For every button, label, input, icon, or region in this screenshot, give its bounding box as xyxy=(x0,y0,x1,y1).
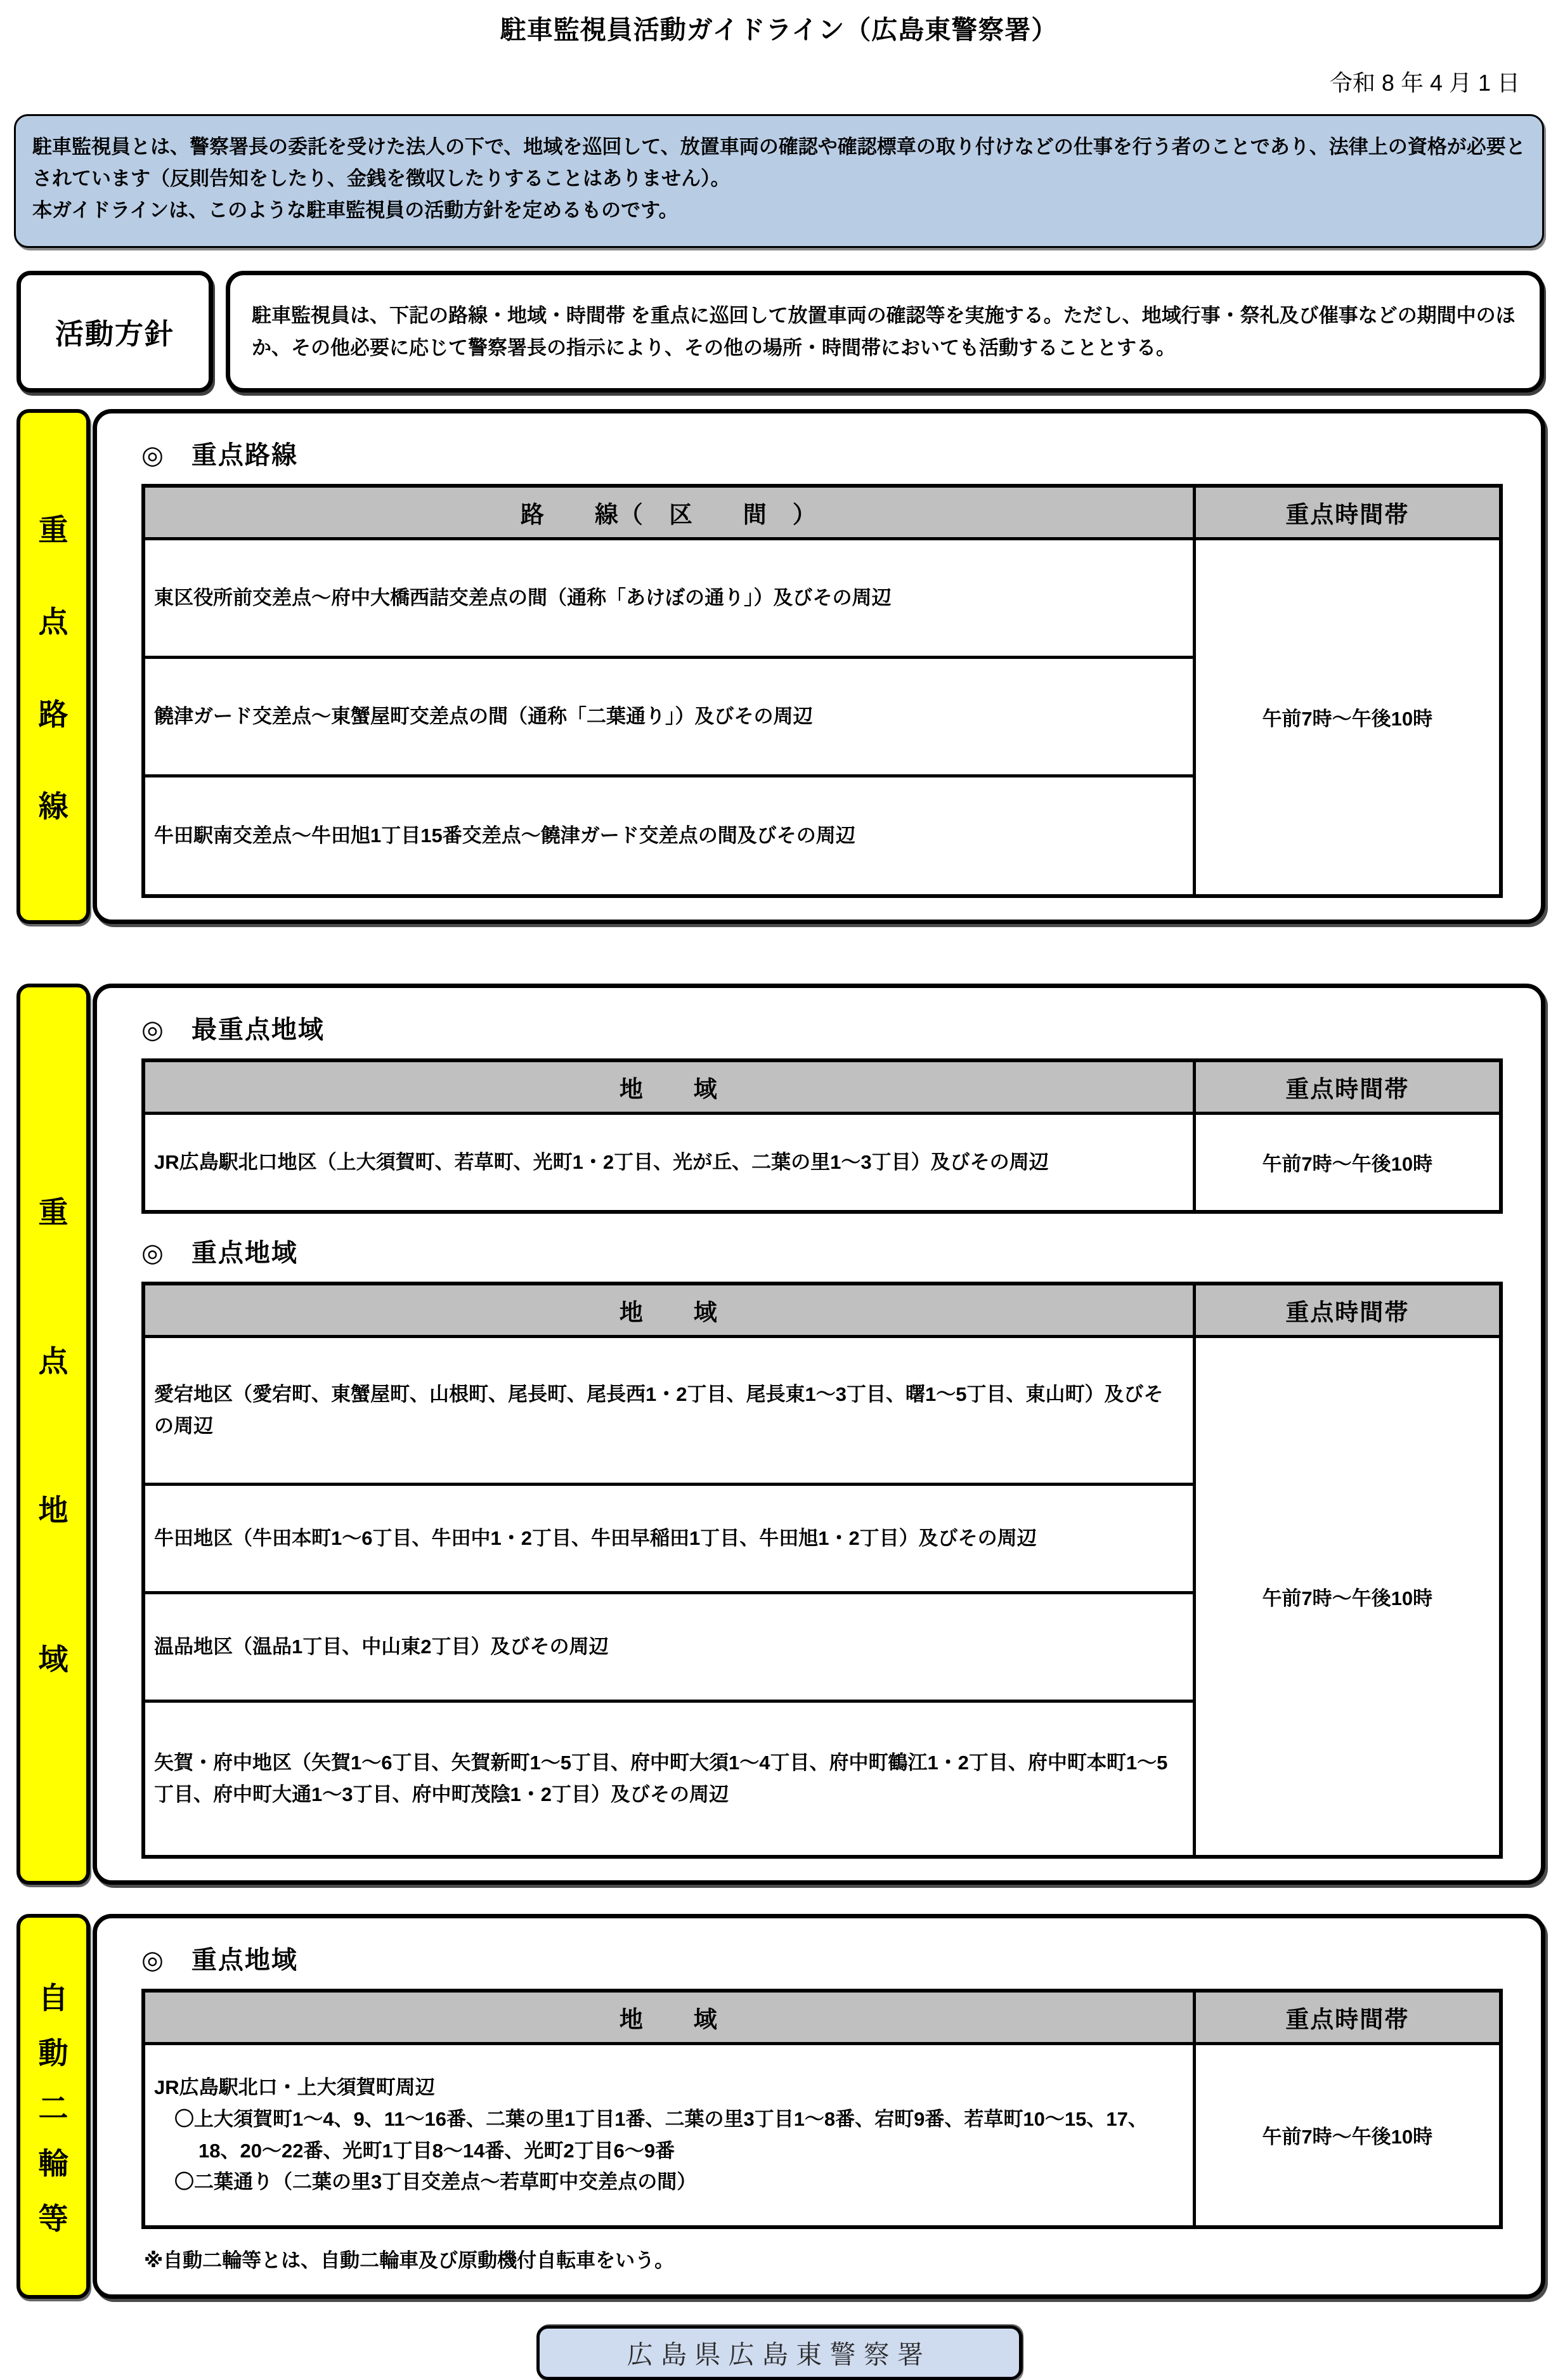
table-row xyxy=(143,2043,1501,2227)
policy-row xyxy=(16,271,1544,393)
table-header-row xyxy=(143,486,1501,539)
column-header-time: 重点時間帯 xyxy=(1194,1060,1501,1114)
section-tab-priority-areas xyxy=(16,984,90,1885)
column-header-time: 重点時間帯 xyxy=(1194,1991,1501,2044)
priority-area-table xyxy=(141,1282,1503,1859)
column-header-area: 地 域 xyxy=(143,1991,1194,2044)
section-motorcycles xyxy=(13,1914,1545,2299)
time-cell: 午前7時～午後10時 xyxy=(1194,1113,1501,1212)
policy-body-text: 駐車監視員は、下記の路線・地域・時間帯 を重点に巡回して放置車両の確認等を実施する。ただし、地域行事・祭礼及び催事などの期間中のほか、その他必要に応じて警察署長の指示により、その他の場所・時間帯においても活動することとする。 xyxy=(252,304,1516,359)
time-cell: 午前7時～午後10時 xyxy=(1194,538,1501,896)
tab-char: 点 xyxy=(38,605,68,639)
route-cell: 牛田駅南交差点～牛田旭1丁目15番交差点～饒津ガード交差点の間及びその周辺 xyxy=(143,776,1194,896)
section-tab-motorcycles xyxy=(16,1914,90,2299)
intro-paragraph-2: 本ガイドラインは、このような駐車監視員の活動方針を定めるものです。 xyxy=(32,199,678,222)
tab-char: 域 xyxy=(38,1642,68,1677)
area-cell xyxy=(143,2043,1194,2227)
column-header-time: 重点時間帯 xyxy=(1194,486,1501,539)
section-priority-areas xyxy=(13,984,1545,1885)
time-cell: 午前7時～午後10時 xyxy=(1194,1336,1501,1857)
tab-char: 輪 xyxy=(38,2146,68,2180)
route-cell: 饒津ガード交差点～東蟹屋町交差点の間（通称「二葉通り」）及びその周辺 xyxy=(143,657,1194,776)
tab-char: 動 xyxy=(38,2036,68,2070)
tab-char: 等 xyxy=(38,2201,68,2235)
page-title: 駐車監視員活動ガイドライン（広島東警察署） xyxy=(500,15,1058,44)
table-row xyxy=(143,538,1501,657)
time-cell: 午前7時～午後10時 xyxy=(1194,2043,1501,2227)
tab-char: 線 xyxy=(38,790,68,824)
top-priority-area-table xyxy=(141,1058,1503,1214)
motorcycle-footnote: ※自動二輪等とは、自動二輪車及び原動機付自転車をいう。 xyxy=(144,2249,675,2272)
section-priority-routes xyxy=(13,409,1545,924)
section-heading: ◎ 重点地域 xyxy=(141,1946,298,1974)
column-header-area: 地 域 xyxy=(143,1060,1194,1114)
section-panel-priority-routes xyxy=(93,409,1545,924)
section-tab-priority-routes xyxy=(16,409,90,924)
table-header-row xyxy=(143,1060,1501,1114)
policy-body-box xyxy=(226,271,1544,393)
intro-box xyxy=(14,114,1544,248)
column-header-area: 地 域 xyxy=(143,1284,1194,1337)
tab-char: 重 xyxy=(38,1195,68,1229)
tab-char: 自 xyxy=(38,1980,68,2015)
table-header-row xyxy=(143,1991,1501,2044)
area-cell: JR広島駅北口地区（上大須賀町、若草町、光町1・2丁目、光が丘、二葉の里1～3丁目）及びその周辺 xyxy=(143,1113,1194,1212)
tab-char: 地 xyxy=(38,1493,68,1528)
route-cell: 東区役所前交差点～府中大橋西詰交差点の間（通称「あけぼの通り」）及びその周辺 xyxy=(143,538,1194,657)
column-header-route: 路 線（ 区 間 ） xyxy=(143,486,1194,539)
section-panel-motorcycles xyxy=(93,1914,1545,2299)
tab-char: 路 xyxy=(38,697,68,731)
section-heading: ◎ 重点路線 xyxy=(141,441,298,469)
area-cell: 矢賀・府中地区（矢賀1～6丁目、矢賀新町1～5丁目、府中町大須1～4丁目、府中町鶴江1・2丁目、府中町本町1～5丁目、府中町大通1～3丁目、府中町茂陰1・2丁目）及びその周辺 xyxy=(143,1701,1194,1857)
section-heading: ◎ 最重点地域 xyxy=(141,1015,325,1044)
area-cell: 牛田地区（牛田本町1～6丁目、牛田中1・2丁目、牛田早稲田1丁目、牛田旭1・2丁目）及びその周辺 xyxy=(143,1484,1194,1592)
table-row xyxy=(143,1336,1501,1484)
table-header-row xyxy=(143,1284,1501,1337)
area-line-bullet: 〇上大須賀町1～4、9、11～16番、二葉の里1丁目1番、二葉の里3丁目1～8番、宕町9番、若草町10～15、17、18、20～22番、光町1丁目8～14番、光町2丁目6～9番 xyxy=(174,2108,1148,2162)
area-line-bullet: 〇二葉通り（二葉の里3丁目交差点～若草町中交差点の間） xyxy=(174,2171,697,2194)
tab-char: 重 xyxy=(38,513,68,547)
document-date: 令和 8 年 4 月 1 日 xyxy=(1329,70,1520,96)
policy-label-box: 活動方針 xyxy=(16,271,213,393)
police-station-footer: 広島県広島東警察署 xyxy=(536,2325,1022,2380)
area-cell: 愛宕地区（愛宕町、東蟹屋町、山根町、尾長町、尾長西1・2丁目、尾長東1～3丁目、曙1～5丁目、東山町）及びその周辺 xyxy=(143,1336,1194,1484)
section-panel-priority-areas xyxy=(93,984,1545,1885)
intro-paragraph-1: 駐車監視員とは、警察署長の委託を受けた法人の下で、地域を巡回して、放置車両の確認や確認標章の取り付けなどの仕事を行う者のことであり、法律上の資格が必要とされています（反則告知をしたり、金銭を徴収したりすることはありません）。 xyxy=(32,136,1526,190)
tab-char: 点 xyxy=(38,1344,68,1379)
column-header-time: 重点時間帯 xyxy=(1194,1284,1501,1337)
priority-routes-table xyxy=(141,484,1503,898)
table-row xyxy=(143,1113,1501,1212)
motorcycle-area-table xyxy=(141,1989,1503,2229)
tab-char: 二 xyxy=(38,2091,68,2125)
area-line: JR広島駅北口・上大須賀町周辺 xyxy=(154,2076,435,2099)
area-cell: 温品地区（温品1丁目、中山東2丁目）及びその周辺 xyxy=(143,1592,1194,1701)
section-heading: ◎ 重点地域 xyxy=(141,1239,298,1267)
